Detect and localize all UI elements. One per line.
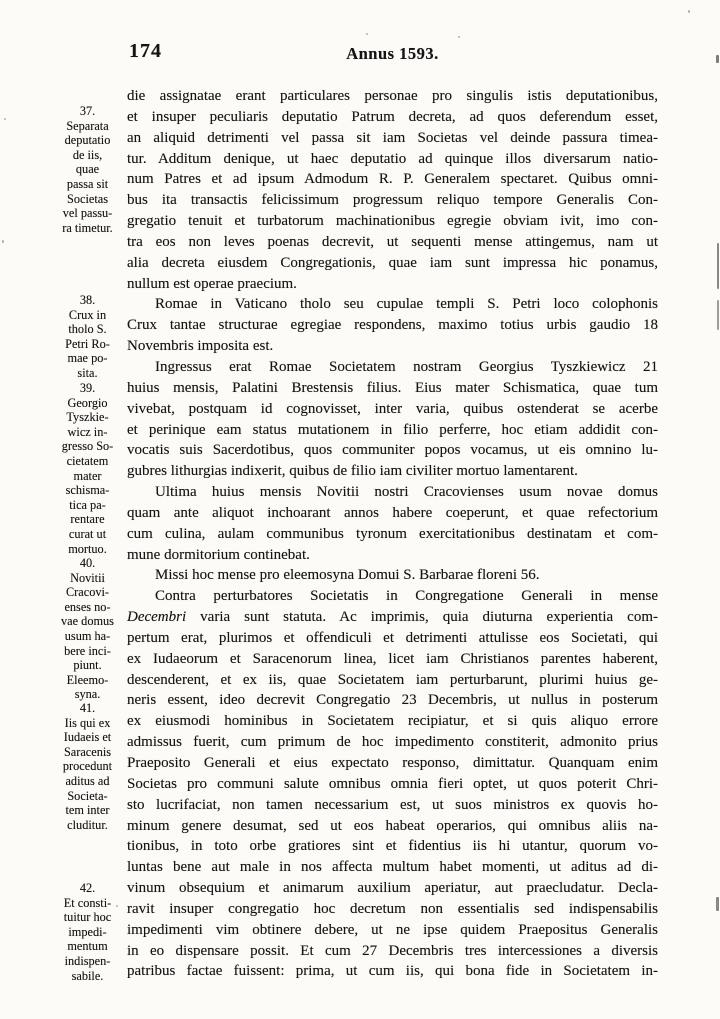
margin-note-line: Separata [66,118,109,133]
margin-note-number: 40. [79,556,96,570]
text-line: vivebat, postquam id cognovisset, inter varia, quibus ostenderat se acerbe [127,400,658,417]
margin-note-line: mentum [67,939,108,954]
margin-note-line: cietatem [66,453,109,468]
margin-note-line: usum ha- [64,628,111,643]
scan-artifact [2,240,4,243]
page-number: 174 [129,40,162,62]
text-line: pertum erat, plurimos et offendiculi et detrimenti attulisse eos Societati, qui [127,629,658,646]
text-line: Societas pro communi salute omnibus omnia fieri optet, ut quos poterit Chri- [127,775,658,792]
margin-note-line: quae [75,162,100,177]
text-line: Romae in Vaticano tholo seu cupulae templi S. Petri loco colophonis [155,296,658,313]
running-head: Annus 1593. [346,44,439,63]
text-line: Praeposito Generali et eius expectato responso, dimittatur. Quanquam enim [127,755,658,771]
margin-note-line: wicz in- [67,424,108,439]
margin-note-line: Eleemo- [66,672,109,687]
text-line: patribus factae fuissent: prima, ut cum iis, qui bona fide in Societatem in- [127,963,658,980]
text-line: quam ante aliquot inchoarant annos habere coeperunt, et quae refectorium [127,504,658,521]
paragraph [127,357,658,482]
margin-note-line: Cracovi- [65,585,110,600]
text-line: huius mensis, Palatini Brestensis filius. Eius mater Schismatica, quae tum [127,379,658,396]
text-line: num Patres et ad ipsum Admodum R. P. Generalem spectaret. Quibus omni- [127,171,658,188]
body-text [127,86,658,982]
margin-note-line: Societas [67,191,108,206]
text-line: cum culina, aulam communibus tyronum exercitationibus destinatam et com- [127,525,658,542]
text-line: admissus fuerit, cum primum de hoc impedimento constiterit, admonito prius [127,734,658,751]
text-line: mune dormitorium continebat. [127,546,310,563]
margin-note-line: curat ut [68,526,107,541]
margin-note-line: vel passu- [62,206,113,221]
text-line: neris essent, ideo decrevit Congregatio 23 Decembris, ut nullus in posterum [127,692,658,709]
scan-artifact [366,33,368,35]
text-line: impedimenti vim obtinere debere, ut ne ipse quidem Praepositus Generalis [127,921,658,938]
text-line: luntas bene aut male in nos affecta multum habet momenti, ut aditus ad di- [127,859,658,876]
margin-note-line: vae domus [61,614,114,629]
margin-note-line: Petri Ro- [65,336,110,351]
margin-note [48,701,127,832]
margin-note-number: 42. [79,881,96,895]
margin-note [48,881,127,983]
margin-note-line: bere inci- [64,643,111,658]
text-line: vinum obsequium et animarum auxilium aperiatur, aut praecludatur. Decla- [127,880,658,897]
margin-note-line: schisma- [65,483,110,498]
margin-note [48,104,127,235]
text-line: Contra perturbatores Societatis in Congregatione Generali in mense [155,588,658,605]
margin-note-number: 37. [79,104,96,118]
text-line: vocatis suis Sacerdotibus, quos communiter popos vocamus, ut eis omnino lu- [127,442,658,459]
margin-note-line: tica pa- [69,497,106,512]
margin-note-line: aditus ad [65,773,110,788]
text-line: et perinique eam status mutationem in filio perferre, hoc etiam addidit con- [127,421,658,438]
paragraph [127,586,658,982]
margin-note-line: mater [73,468,102,483]
text-line: tur. Additum denique, ut haec deputatio ad quinque illos diversarum natio- [127,150,658,167]
text-line: alia decreta eiusdem Congregationis, quae iam sunt impressa hic ponamus, [127,254,658,271]
margin-note-line: sabile. [71,968,104,983]
text-line: minum genere desumat, sed ut eos habeat operarios, qui omnibus aliis na- [127,817,658,834]
text-line: in eo dispensare possit. Et cum 27 Decembris tres intercessiones a diversis [127,942,658,959]
paragraph [127,482,658,565]
margin-note [48,556,127,702]
text-line: tra eos non leves poenas decrevit, ut sequenti mense attingemus, nam ut [127,233,658,250]
text-line: Ultima huius mensis Novitii nostri Cracovienses usum novae domus [155,484,658,501]
margin-note-line: Iudaeis et [63,730,112,745]
text-line: Crux tantae structurae egregiae respondens, maximo totius urbis gaudio 18 [127,317,658,334]
text-line: an aliquid detrimenti vel passa sit iam Societas vel deinde passura timea- [127,129,658,146]
margin-note-line: tholo S. [68,322,107,337]
scan-artifact [717,300,719,330]
text-line: nullum est operae praecium. [127,275,297,292]
margin-note-line: indispen- [64,953,111,968]
margin-note-line: tem inter [65,803,110,818]
scan-artifact [688,10,690,13]
margin-note-line: enses no- [64,599,111,614]
paragraph [127,565,658,586]
margin-note-line: Saracenis [63,744,112,759]
text-line: tionibus, in toto orbe gratiores sint et fidentius iis hi utantur, quorum vo- [127,838,658,855]
text-line: ravit insuper congregatio hoc decretum non essentialis sed indispensabilis [127,900,658,917]
margin-note-line: Georgio [67,395,108,410]
margin-note-line: mae po- [67,351,108,366]
text-line: Ingressus erat Romae Societatem nostram Georgius Tyszkiewicz 21 [155,358,658,375]
text-line: Decembri varia sunt statuta. Ac imprimis, quia diuturna experientia com- [127,609,658,626]
margin-note-line: gresso So- [61,439,114,454]
margin-note [48,293,127,381]
text-line: ex Iudaeorum et Saracenorum linea, licet iam Christianos parentes haberent, [127,650,658,667]
margin-note-line: syna. [74,687,101,702]
margin-note-line: de iis, [72,147,103,162]
margin-note-number: 41. [79,701,96,715]
paragraph [127,86,658,294]
margin-note-line: deputatio [64,133,111,148]
margin-note-line: piunt. [73,658,102,673]
margin-note-number: 38. [79,293,96,307]
margin-note-line: ra timetur. [62,220,113,235]
text-line: gregatio tenuit et turbatorum machinationibus egregie obviam ivit, imo con- [127,213,658,230]
margin-note-line: cluditur. [67,817,108,832]
text-line: sto lucrifaciat, non tamen necessarium est, ut suos ministros ex quovis ho- [127,796,658,813]
margin-note-line: rentare [70,512,105,527]
paragraph [127,294,658,357]
margin-note-line: Et consti- [63,895,112,910]
scan-artifact [4,118,6,120]
text-line: gubres lithurgias indixerit, quibus de filio iam civiliter mortuo lamentarent. [127,463,578,480]
text-line: die assignatae erant particulares personae pro singulis istis deputationibus, [127,88,658,104]
margin-note-line: Tyszkie- [66,410,109,425]
margin-note-line: procedunt [62,759,113,774]
text-line: Missi hoc mense pro eleemosyna Domui S. Barbarae floreni 56. [155,567,540,584]
margin-note-number: 39. [79,381,96,395]
scan-artifact [716,897,719,911]
scan-artifact [716,55,719,63]
margin-note-line: Iis qui ex [64,715,111,730]
text-line: Novembris imposita est. [127,338,274,355]
margin-note-line: mortuo. [68,541,107,556]
text-line: et insuper peculiaris deputatio Patrum decreta, ad quos deferendum esset, [127,108,658,125]
margin-note-line: Novitii [70,570,105,585]
text-line: ex eiusmodi hominibus in Societatem recipiatur, et si quis aliquo errore [127,713,658,730]
text-line: descenderent, et ex iis, quae Societatem iam perturbarunt, plurimi huius ge- [127,671,658,688]
margin-note-line: Crux in [68,307,107,322]
margin-note-line: sita. [77,365,98,380]
margin-note [48,381,127,556]
text-line: bus ita transactis felicissimum progressum reliquo tempore Generalis Con- [127,192,658,209]
scan-artifact [116,905,118,907]
margin-note-line: Societa- [67,788,108,803]
margin-note-line: impedi- [68,924,107,939]
scan-artifact [458,36,460,38]
margin-note-line: passa sit [66,176,109,191]
margin-notes-column [48,0,127,1019]
margin-note-line: tuitur hoc [63,910,112,925]
scan-artifact [717,243,719,289]
